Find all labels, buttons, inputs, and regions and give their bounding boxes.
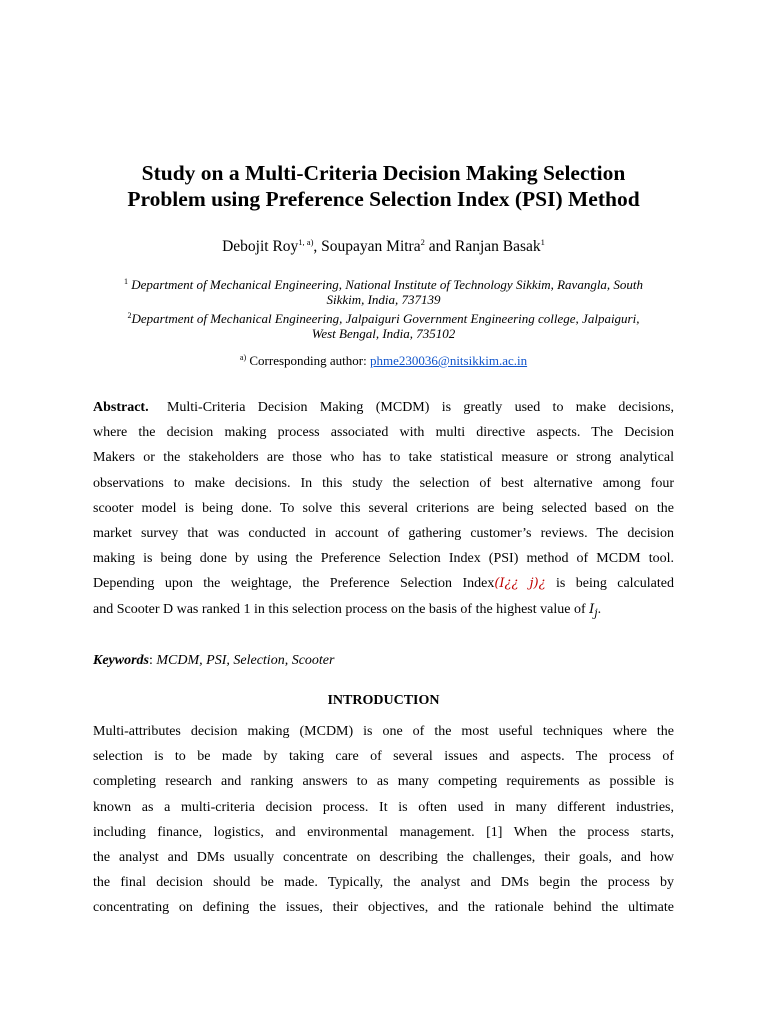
author-list	[93, 232, 674, 257]
abstract-line-7: making is being done by using the Preference Selection Index (PSI) method of MCDM tool.	[93, 551, 674, 567]
section-heading-introduction: INTRODUCTION	[327, 693, 440, 708]
abstract-line-1-text: Multi-Criteria Decision Making (MCDM) is greatly used to make decisions,	[166, 400, 674, 415]
intro-line-8: concentrating on defining the issues, their objectives, and the rationale behind the ultimate	[93, 900, 674, 916]
corresponding-mark: a)	[239, 353, 247, 362]
affiliation-1-line-1	[93, 274, 674, 292]
author-separator-1: ,	[313, 238, 322, 255]
abstract-line-8-pre: Depending upon the weightage, the Preference Selection Index	[93, 576, 495, 592]
title-line-1: Study on a Multi-Criteria Decision Making Selection	[141, 161, 626, 185]
ij-symbol-base: I	[589, 601, 595, 617]
title-line-2: Problem using Preference Selection Index (PSI) Method	[127, 187, 640, 211]
intro-line-5: including finance, logistics, and environmental management. [1] When the process starts,	[93, 824, 674, 840]
abstract-line-2: where the decision making process associated with multi directive aspects. The Decision	[93, 425, 674, 441]
affiliation-2-mark: 2	[127, 310, 132, 320]
author-2-name: Soupayan Mitra	[321, 238, 421, 255]
affiliations	[93, 274, 674, 341]
author-1-affiliation-mark: 1, a)	[298, 237, 314, 247]
abstract-line-6: market survey that was conducted in account of gathering customer’s reviews. The decision	[93, 525, 674, 541]
abstract-line-4: observations to make decisions. In this study the selection of best alternative among four	[93, 475, 674, 491]
author-3-affiliation-mark: 1	[540, 237, 545, 247]
author-separator-2: and	[424, 238, 455, 255]
abstract-line-8	[93, 571, 674, 596]
corresponding-author	[93, 350, 674, 369]
keywords	[93, 650, 674, 672]
author-1-name: Debojit Roy	[222, 238, 299, 255]
intro-line-3: completing research and ranking answers to as many competing requirements as possible is	[93, 774, 674, 790]
intro-line-7: the final decision should be made. Typically, the analyst and DMs begin the process by	[93, 875, 674, 891]
paper-title	[93, 160, 674, 212]
intro-line-1: Multi-attributes decision making (MCDM) is one of the most useful techniques where the	[93, 724, 674, 739]
affiliation-1-mark: 1	[123, 277, 128, 286]
introduction-body	[93, 719, 674, 921]
author-2-affiliation-mark: 2	[420, 237, 425, 247]
affiliation-2-text: Department of Mechanical Engineering, Jalpaiguri Government Engineering college, Jalpaiguri,	[131, 310, 640, 326]
abstract-line-5: scooter model is being done. To solve this several criterions are being selected based on the	[93, 500, 674, 516]
corresponding-email-link[interactable]: phme230036@nitsikkim.ac.in	[369, 353, 528, 368]
abstract-line-9-post: .	[597, 601, 602, 617]
abstract-line-1	[93, 395, 674, 420]
psi-index-formula: (I¿¿ j)¿	[494, 576, 546, 592]
intro-line-2: selection is to be made by taking care of several issues and aspects. The process of	[93, 749, 674, 765]
affiliation-1-text: Department of Mechanical Engineering, National Institute of Technology Sikkim, Ravangla, South	[127, 277, 644, 292]
keywords-text: MCDM, PSI, Selection, Scooter	[156, 653, 335, 668]
affiliation-2-line-2: West Bengal, India, 735102	[311, 325, 456, 341]
corresponding-label: Corresponding author:	[246, 353, 370, 368]
ij-symbol	[589, 601, 598, 620]
keywords-label: Keywords	[93, 653, 149, 668]
affiliation-2-line-1	[93, 308, 674, 326]
abstract-line-3: Makers or the stakeholders are those who has to take statistical measure or strong analytical	[93, 450, 674, 466]
abstract-line-8-post: is being calculated	[545, 576, 674, 592]
abstract-label: Abstract.	[93, 400, 149, 415]
abstract	[93, 395, 674, 622]
intro-line-4: known as a multi-criteria decision process. It is often used in many different industries,	[93, 799, 674, 815]
author-3-name: Ranjan Basak	[455, 238, 541, 255]
affiliation-1-line-2: Sikkim, India, 737139	[326, 292, 441, 308]
abstract-line-9	[93, 597, 674, 622]
intro-line-6: the analyst and DMs usually concentrate on describing the challenges, their goals, and how	[93, 849, 674, 865]
abstract-line-9-pre: and Scooter D was ranked 1 in this selection process on the basis of the highest value of	[93, 601, 590, 617]
ij-symbol-subscript: j	[594, 606, 598, 620]
keywords-colon: :	[149, 653, 157, 668]
